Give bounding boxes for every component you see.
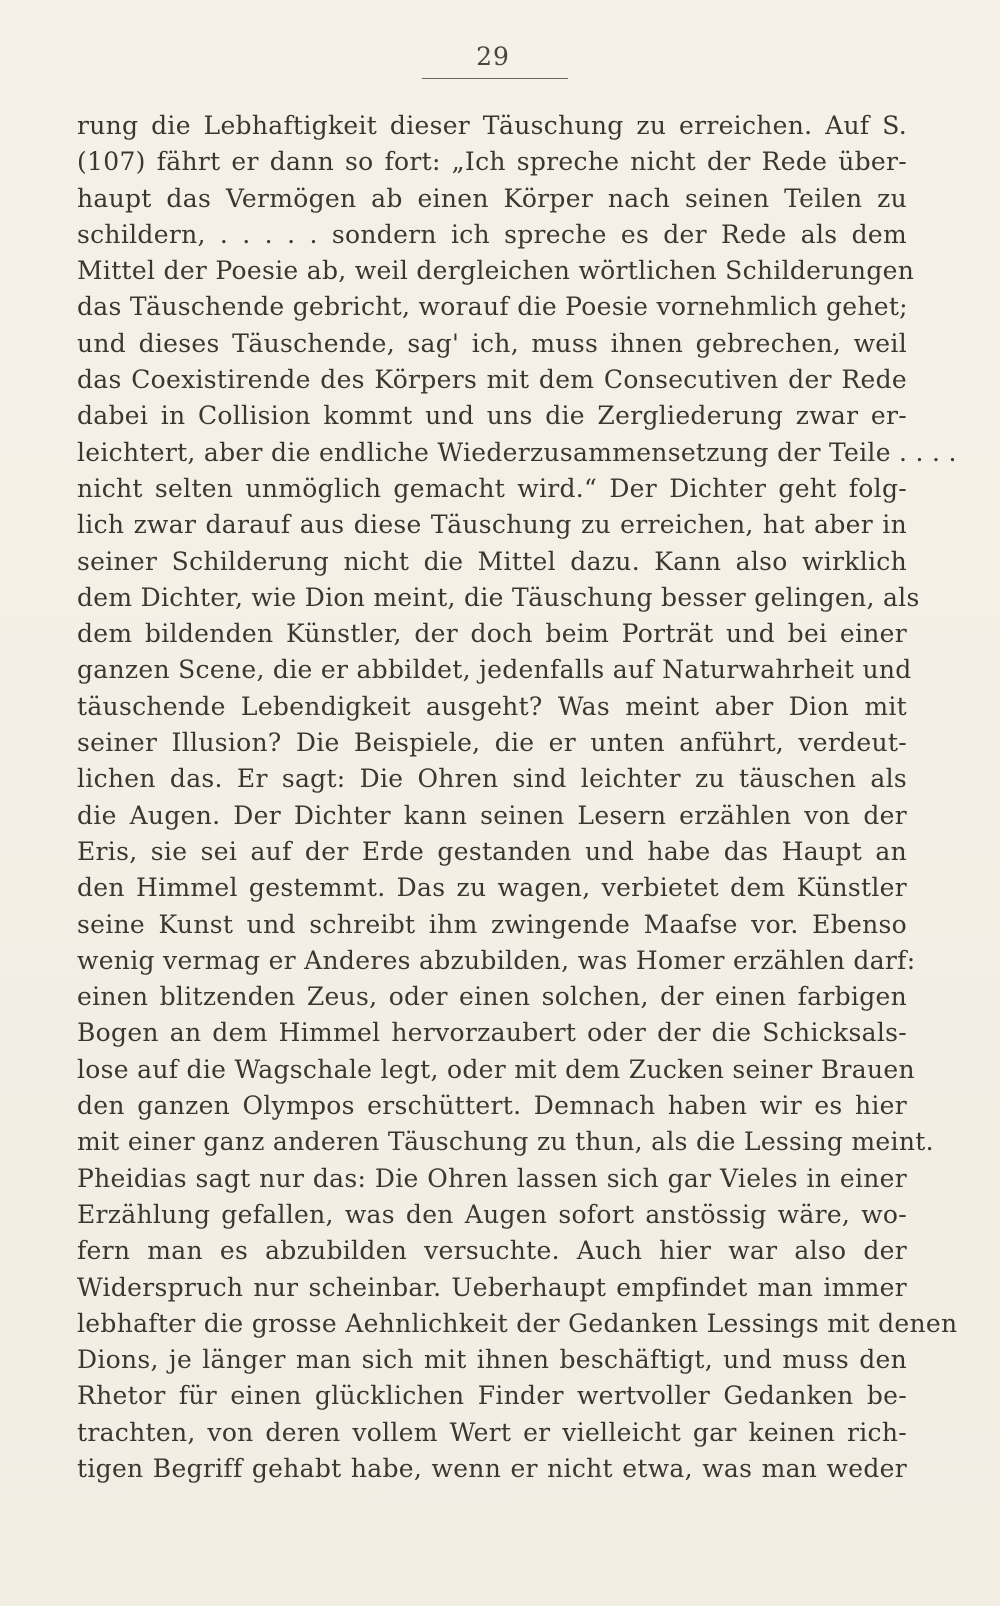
text-line: seine Kunst und schreibt ihm zwingende Maafse vor. Ebenso [77,909,907,939]
text-line: Widerspruch nur scheinbar. Ueberhaupt empfindet man immer [77,1272,907,1302]
text-line: haupt das Vermögen ab einen Körper nach seinen Teilen zu [77,183,907,213]
text-line: das Coexistirende des Körpers mit dem Consecutiven der Rede [77,365,907,395]
text-line: schildern, . . . . . sondern ich spreche es der Rede als dem [77,219,907,249]
text-line: täuschende Lebendigkeit ausgeht? Was meint aber Dion mit [77,691,907,721]
text-line: lichen das. Er sagt: Die Ohren sind leichter zu täuschen als [77,764,907,794]
page-number: 29 [476,42,510,71]
text-line: Rhetor für einen glücklichen Finder wertvoller Gedanken be- [77,1381,907,1411]
text-line: den Himmel gestemmt. Das zu wagen, verbietet dem Künstler [77,873,907,903]
text-line: seiner Schilderung nicht die Mittel dazu. Kann also wirklich [77,546,907,576]
text-line: die Augen. Der Dichter kann seinen Lesern erzählen von der [77,800,907,830]
text-line: Dions, je länger man sich mit ihnen beschäftigt, und muss den [77,1345,907,1375]
text-line: fern man es abzubilden versuchte. Auch hier war also der [77,1236,907,1266]
text-line: seiner Illusion? Die Beispiele, die er unten anführt, verdeut- [77,728,907,758]
text-line: dem bildenden Künstler, der doch beim Porträt und bei einer [77,619,907,649]
text-line: das Täuschende gebricht, worauf die Poesie vornehmlich gehet; [77,292,908,322]
text-line: leichtert, aber die endliche Wiederzusammensetzung der Teile . . . . [77,437,957,467]
text-line: dem Dichter, wie Dion meint, die Täuschung besser gelingen, als [77,582,920,612]
text-line: Mittel der Poesie ab, weil dergleichen wörtlichen Schilderungen [77,256,915,286]
text-line: trachten, von deren vollem Wert er vielleicht gar keinen rich- [77,1417,907,1447]
text-line: den ganzen Olympos erschüttert. Demnach haben wir es hier [77,1091,907,1121]
text-line: einen blitzenden Zeus, oder einen solchen, der einen farbigen [77,982,907,1012]
text-line: Bogen an dem Himmel hervorzaubert oder der die Schicksals- [77,1018,907,1048]
text-line: Eris, sie sei auf der Erde gestanden und habe das Haupt an [77,836,907,866]
text-line: (107) fährt er dann so fort: „Ich spreche nicht der Rede über- [77,147,907,177]
page-number-rule [422,78,568,79]
text-line: Erzählung gefallen, was den Augen sofort anstössig wäre, wo- [77,1199,907,1229]
text-line: mit einer ganz anderen Täuschung zu thun, als die Lessing meint. [77,1127,934,1157]
text-line: tigen Begriff gehabt habe, wenn er nicht etwa, was man weder [77,1453,907,1483]
text-line: lose auf die Wagschale legt, oder mit dem Zucken seiner Brauen [77,1054,915,1084]
text-line: rung die Lebhaftigkeit dieser Täuschung zu erreichen. Auf S. [77,111,907,140]
text-line: wenig vermag er Anderes abzubilden, was Homer erzählen darf: [77,945,916,975]
text-line: lich zwar darauf aus diese Täuschung zu erreichen, hat aber in [77,510,907,540]
text-line: nicht selten unmöglich gemacht wird.“ Der Dichter geht folg- [77,473,907,503]
text-line: dabei in Collision kommt und uns die Zergliederung zwar er- [77,401,907,431]
text-line: Pheidias sagt nur das: Die Ohren lassen sich gar Vieles in einer [77,1163,907,1193]
body-text [77,108,958,1487]
text-line: lebhafter die grosse Aehnlichkeit der Gedanken Lessings mit denen [77,1308,958,1338]
text-line: und dieses Täuschende, sag' ich, muss ihnen gebrechen, weil [77,328,907,358]
text-line: ganzen Scene, die er abbildet, jedenfalls auf Naturwahrheit und [77,655,912,685]
